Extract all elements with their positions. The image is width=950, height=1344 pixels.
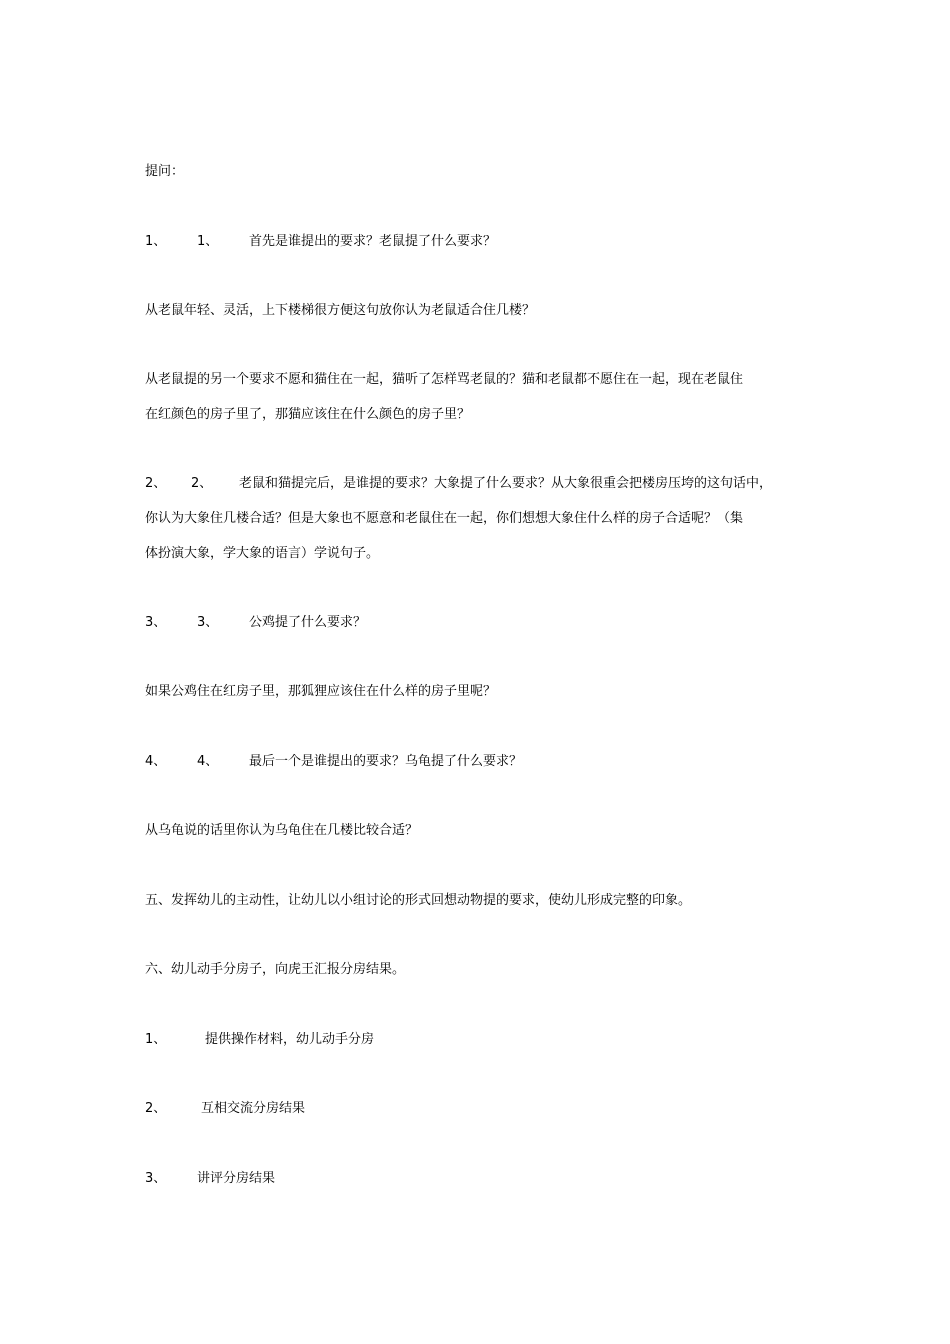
question-4-follow-text: 从乌龟说的话里你认为乌龟住在几楼比较合适？: [145, 823, 419, 838]
question-2-marker-a: 2、: [145, 476, 167, 491]
step-1-text: 提供操作材料，幼儿动手分房: [205, 1032, 375, 1047]
question-3-follow: [145, 682, 496, 702]
question-2-text-2: 你认为大象住几楼合适？但是大象也不愿意和老鼠住在一起，你们想想大象住什么样的房子合适呢？（集: [145, 511, 744, 526]
question-3-text: 公鸡提了什么要求？: [249, 615, 367, 630]
question-1-follow-1: [145, 301, 535, 321]
question-4-text: 最后一个是谁提出的要求？乌龟提了什么要求？: [249, 754, 523, 769]
section-6: [145, 960, 405, 980]
question-1-text: 首先是谁提出的要求？老鼠提了什么要求？: [249, 234, 497, 249]
intro-heading: [145, 162, 184, 182]
question-1-follow-2-line-2: [145, 405, 470, 425]
question-2-marker-b: 2、: [191, 476, 213, 491]
step-3: [145, 1169, 275, 1189]
question-3-follow-text: 如果公鸡住在红房子里，那狐狸应该住在什么样的房子里呢？: [145, 684, 497, 699]
question-1-marker-a: 1、: [145, 234, 167, 249]
question-4-marker-a: 4、: [145, 754, 167, 769]
question-4-follow: [145, 821, 418, 841]
question-3: [145, 613, 366, 633]
section-6-text: 六、幼儿动手分房子，向虎王汇报分房结果。: [145, 962, 406, 977]
step-3-text: 讲评分房结果: [197, 1171, 276, 1186]
question-2-line-3: [145, 544, 379, 564]
question-4: [145, 752, 522, 772]
section-5-text: 五、发挥幼儿的主动性，让幼儿以小组讨论的形式回想动物提的要求，使幼儿形成完整的印象。: [145, 893, 692, 908]
question-3-marker-b: 3、: [197, 615, 219, 630]
intro-text: 提问：: [145, 164, 185, 179]
question-1-follow-2-line-1: [145, 370, 743, 390]
question-2-line-2: [145, 509, 743, 529]
question-1-follow-1-text: 从老鼠年轻、灵活，上下楼梯很方便这句放你认为老鼠适合住几楼？: [145, 303, 536, 318]
question-3-marker-a: 3、: [145, 615, 167, 630]
section-5: [145, 891, 691, 911]
question-1-marker-b: 1、: [197, 234, 219, 249]
step-3-marker: 3、: [145, 1171, 167, 1186]
step-1-marker: 1、: [145, 1032, 167, 1047]
question-2-text-3: 体扮演大象，学大象的语言）学说句子。: [145, 546, 380, 561]
step-1: [145, 1030, 374, 1050]
question-1-follow-2-text-1: 从老鼠提的另一个要求不愿和猫住在一起，猫听了怎样骂老鼠的？猫和老鼠都不愿住在一起，现在老鼠住: [145, 372, 744, 387]
question-2: [145, 474, 772, 494]
question-1: [145, 232, 496, 252]
step-2-marker: 2、: [145, 1101, 167, 1116]
question-2-text-1: 老鼠和猫提完后，是谁提的要求？大象提了什么要求？从大象很重会把楼房压垮的这句话中，: [239, 476, 773, 491]
step-2-text: 互相交流分房结果: [201, 1101, 306, 1116]
question-1-follow-2-text-2: 在红颜色的房子里了，那猫应该住在什么颜色的房子里？: [145, 407, 471, 422]
step-2: [145, 1099, 305, 1119]
question-4-marker-b: 4、: [197, 754, 219, 769]
